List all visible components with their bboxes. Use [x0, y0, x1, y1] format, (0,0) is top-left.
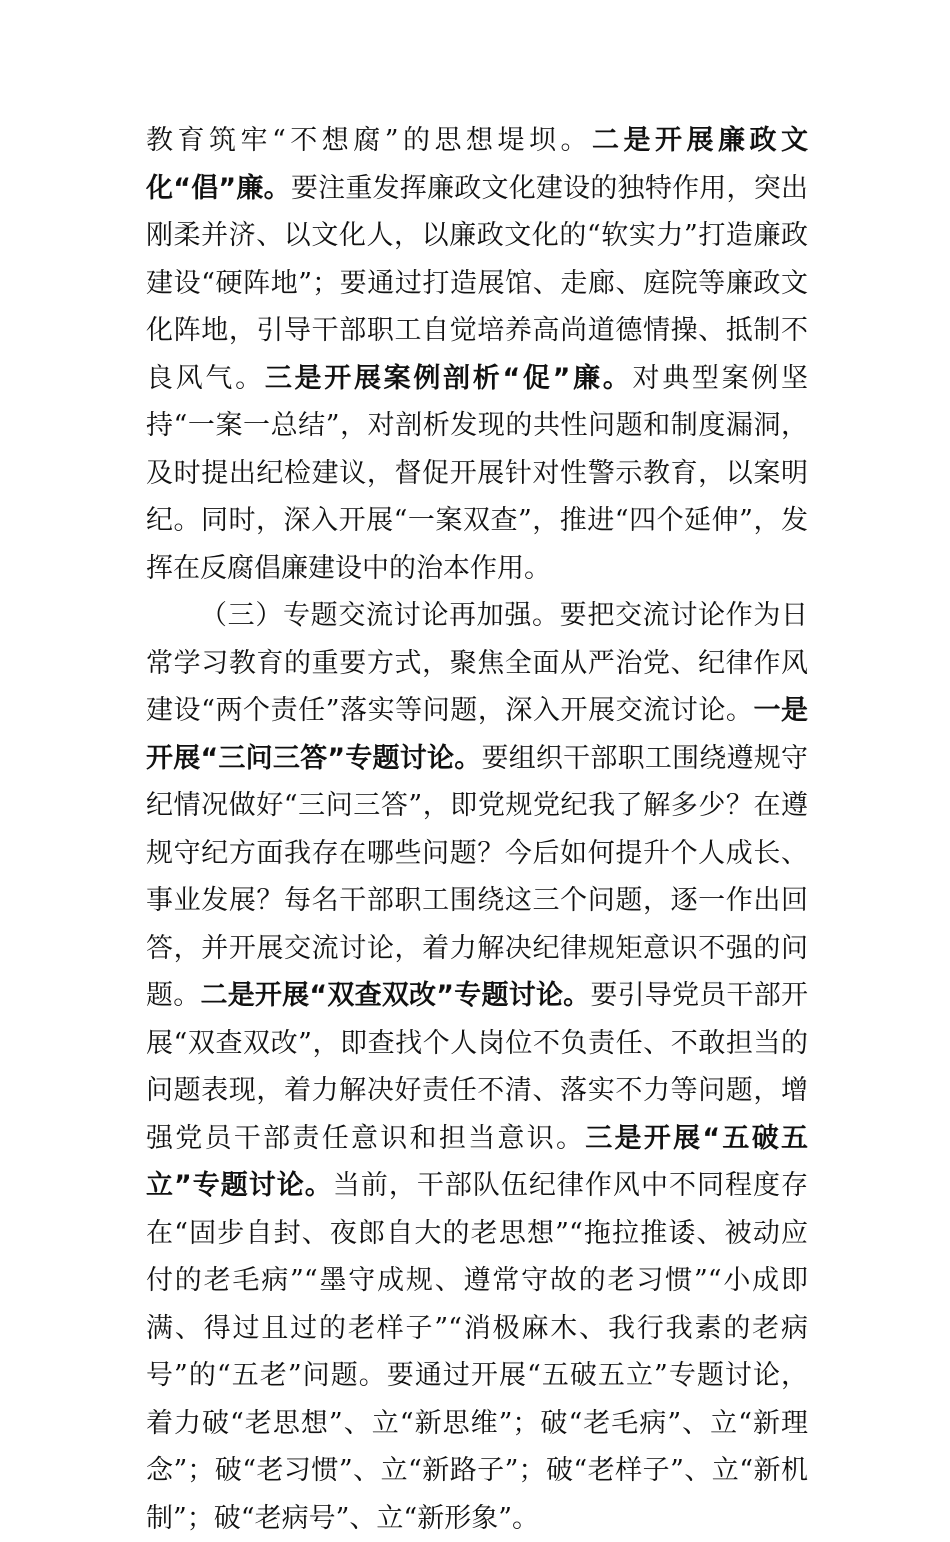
text-run: 要引导党员干部开展“双查双改”，即查找个人岗位不负责任、不敢担当的问题表现，着力解决好责任不清、落实不力等问题，增强党员干部责任意识和担当意识。 [146, 980, 809, 1154]
paragraph-1 [146, 117, 808, 592]
bold-heading-run: 二是开展“双查双改”专题讨论。 [200, 980, 591, 1011]
bold-heading-run: 一是开展“三问三答”专题讨论。 [146, 695, 809, 774]
bold-heading-run: 三是开展案例剖析“促”廉。 [264, 362, 633, 394]
text-run: 要注重发挥廉政文化建设的独特作用，突出刚柔并济、以文化人，以廉政文化的“软实力”打造廉政建设“硬阵地”；要通过打造展馆、走廊、庭院等廉政文化阵地，引导干部职工自觉培养高尚道德情操、抵制不良风气。 [146, 172, 808, 394]
paragraph-2 [146, 592, 808, 1542]
text-run: 教育筑牢“不想腐”的思想堤坝。 [146, 125, 593, 156]
text-run: 对典型案例坚持“一案一总结”，对剖析发现的共性问题和制度漏洞，及时提出纪检建议，督促开展针对性警示教育，以案明纪。同时，深入开展“一案双查”，推进“四个延伸”，发挥在反腐倡廉建设中的治本作用。 [146, 362, 809, 584]
bold-heading-run: 二是开展廉政文化“倡”廉。 [146, 125, 808, 204]
text-run: 要组织干部职工围绕遵规守纪情况做好“三问三答”，即党规党纪我了解多少？在遵规守纪方面我存在哪些问题？今后如何提升个人成长、事业发展？每名干部职工围绕这三个问题，逐一作出回答，并开展交流讨论，着力解决纪律规矩意识不强的问题。 [146, 742, 808, 1011]
bold-heading-run: 三是开展“五破五立”专题讨论。 [146, 1122, 808, 1201]
body-text [146, 117, 808, 1542]
text-run: 当前，干部队伍纪律作风中不同程度存在“固步自封、夜郎自大的老思想”“拖拉推诿、被动应付的老毛病”“墨守成规、遵常守故的老习惯”“小成即满、得过且过的老样子”“消极麻木、我行我素的老病号”的“五老”问题。要通过开展“五破五立”专题讨论，着力破“老思想”、立“新思维”；破“老毛病”、立“新理念”；破“老习惯”、立“新路子”；破“老样子”、立“新机制”；破“老病号”、立“新形象”。 [146, 1170, 809, 1534]
section-heading-run: （三）专题交流讨论再加强。要把交流讨论作为日常学习教育的重要方式，聚焦全面从严治党、纪律作风建设“两个责任”落实等问题，深入开展交流讨论。 [146, 600, 808, 726]
